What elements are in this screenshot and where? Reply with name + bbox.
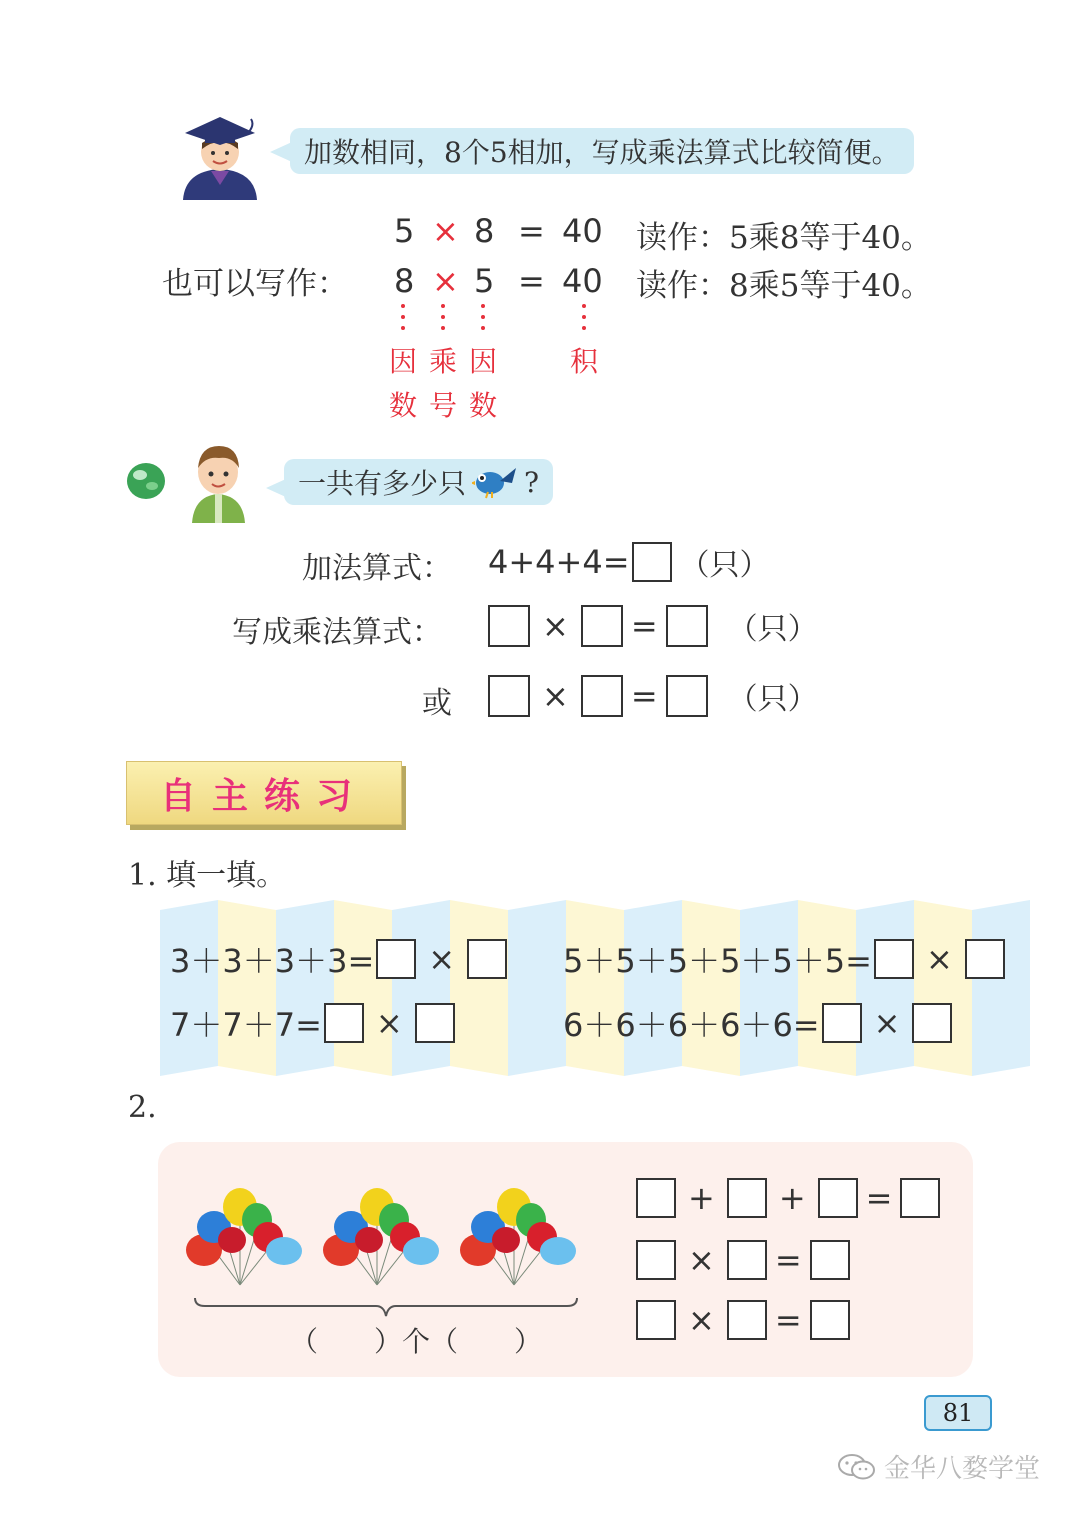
equation-row-2 [390,262,620,302]
brace-caption: （ ）个（ ） [290,1325,543,1358]
boy-avatar [186,438,251,523]
eq1-factor-b: 8 [474,212,495,250]
balloon-bunch-icon [456,1185,578,1290]
answer-box[interactable] [822,1003,862,1043]
answer-box[interactable] [581,675,623,717]
eq1-times-sign: × [432,212,459,250]
answer-box[interactable] [727,1300,767,1340]
eq2-equals: = [518,262,545,300]
answer-box[interactable] [912,1003,952,1043]
leader-product [582,304,586,337]
answer-box[interactable] [727,1240,767,1280]
answer-box[interactable] [874,939,914,979]
leader-sign [441,304,445,337]
term-factor-1: 因 数 [388,345,417,422]
times-sign: × [925,940,953,978]
eq2-factor-a: 8 [394,262,415,300]
answer-box[interactable] [324,1003,364,1043]
bird-icon [472,465,518,499]
term-sign: 乘 号 [428,345,457,422]
boy-bubble-question: ? [524,465,540,499]
q1-equation-4 [563,1000,952,1046]
q1-expression: 7＋7＋7= [170,1006,322,1044]
balloon-bunch-icon [319,1185,441,1290]
watermark-text: 金华八婺学堂 [884,1454,1041,1484]
equals-sign: = [865,1179,893,1217]
answer-box[interactable] [636,1178,676,1218]
leader-factor-1 [401,304,405,337]
answer-box[interactable] [636,1300,676,1340]
q2-multiplication-row-2 [636,1300,850,1340]
unit-label: （只） [727,612,818,647]
fan-background [160,898,1030,1076]
plus-sign: + [688,1179,715,1217]
watermark [836,1448,1040,1485]
times-sign: × [688,1301,715,1339]
equals-sign: = [630,677,658,715]
equals-sign: = [774,1301,802,1339]
times-sign: × [428,940,456,978]
multiplication-label: 写成乘法算式： [232,615,442,650]
read-as-1: 读作：5乘8等于40。 [636,220,932,256]
addition-row [488,540,770,584]
green-ball-icon [126,462,166,500]
question-2-title: 2. [128,1090,157,1125]
leader-factor-2 [481,304,485,337]
equation-row-1 [390,212,620,252]
answer-box[interactable] [636,1240,676,1280]
eq2-product: 40 [562,262,603,300]
addition-expression: 4+4+4= [488,543,630,581]
times-sign: × [688,1241,715,1279]
answer-box[interactable] [488,605,530,647]
boy-bubble-text: 一共有多少只 [298,467,467,500]
wechat-icon [836,1452,878,1482]
section-title-banner [126,761,402,825]
answer-box[interactable] [467,939,507,979]
balloon-bunch-icon [182,1185,304,1290]
plus-sign: + [778,1179,806,1217]
answer-box[interactable] [666,605,708,647]
eq1-equals: = [518,212,545,250]
teacher-avatar [175,105,265,200]
q1-expression: 6＋6＋6＋6＋6= [563,1006,820,1044]
q1-equation-2 [170,1000,455,1046]
also-write-label: 也可以写作： [162,266,348,302]
term-product: 积 [569,345,598,378]
unit-label: （只） [727,682,818,717]
eq2-factor-b: 5 [474,262,495,300]
answer-box[interactable] [415,1003,455,1043]
q1-equation-1 [170,936,507,982]
unit-label: （只） [679,548,770,583]
q2-multiplication-row-1 [636,1240,850,1280]
addition-label: 加法算式： [302,551,452,586]
times-sign: × [542,677,569,715]
equals-sign: = [630,607,658,645]
answer-box[interactable] [376,939,416,979]
multiplication-row-2 [488,674,818,718]
q1-expression: 3＋3＋3＋3= [170,942,375,980]
answer-box[interactable] [810,1300,850,1340]
answer-box[interactable] [727,1178,767,1218]
answer-box[interactable] [900,1178,940,1218]
equals-sign: = [774,1241,802,1279]
answer-box[interactable] [581,605,623,647]
read-as-2: 读作：8乘5等于40。 [636,268,932,304]
answer-box[interactable] [632,542,672,582]
page-number: 81 [942,1399,974,1427]
eq1-factor-a: 5 [394,212,415,250]
times-sign: × [542,607,569,645]
multiplication-row-1 [488,604,818,648]
q1-equation-3 [563,936,1005,982]
brace-icon [193,1296,579,1318]
answer-box[interactable] [666,675,708,717]
eq1-product: 40 [562,212,603,250]
times-sign: × [375,1004,403,1042]
answer-box[interactable] [810,1240,850,1280]
answer-box[interactable] [488,675,530,717]
q1-expression: 5＋5＋5＋5＋5＋5= [563,942,872,980]
eq2-times-sign: × [432,262,459,300]
page-number-badge [924,1395,992,1431]
answer-box[interactable] [965,939,1005,979]
q2-addition-row [636,1178,940,1218]
answer-box[interactable] [818,1178,858,1218]
boy-speech-bubble [284,459,553,505]
term-factor-2: 因 数 [468,345,497,422]
bubble-tail [270,142,292,162]
teacher-speech-bubble: 加数相同，8个5相加，写成乘法算式比较简便。 [290,128,914,174]
question-1-title: 1. 填一填。 [128,858,287,893]
times-sign: × [873,1004,901,1042]
section-title: 自主练习 [159,775,368,817]
or-label: 或 [422,686,452,721]
